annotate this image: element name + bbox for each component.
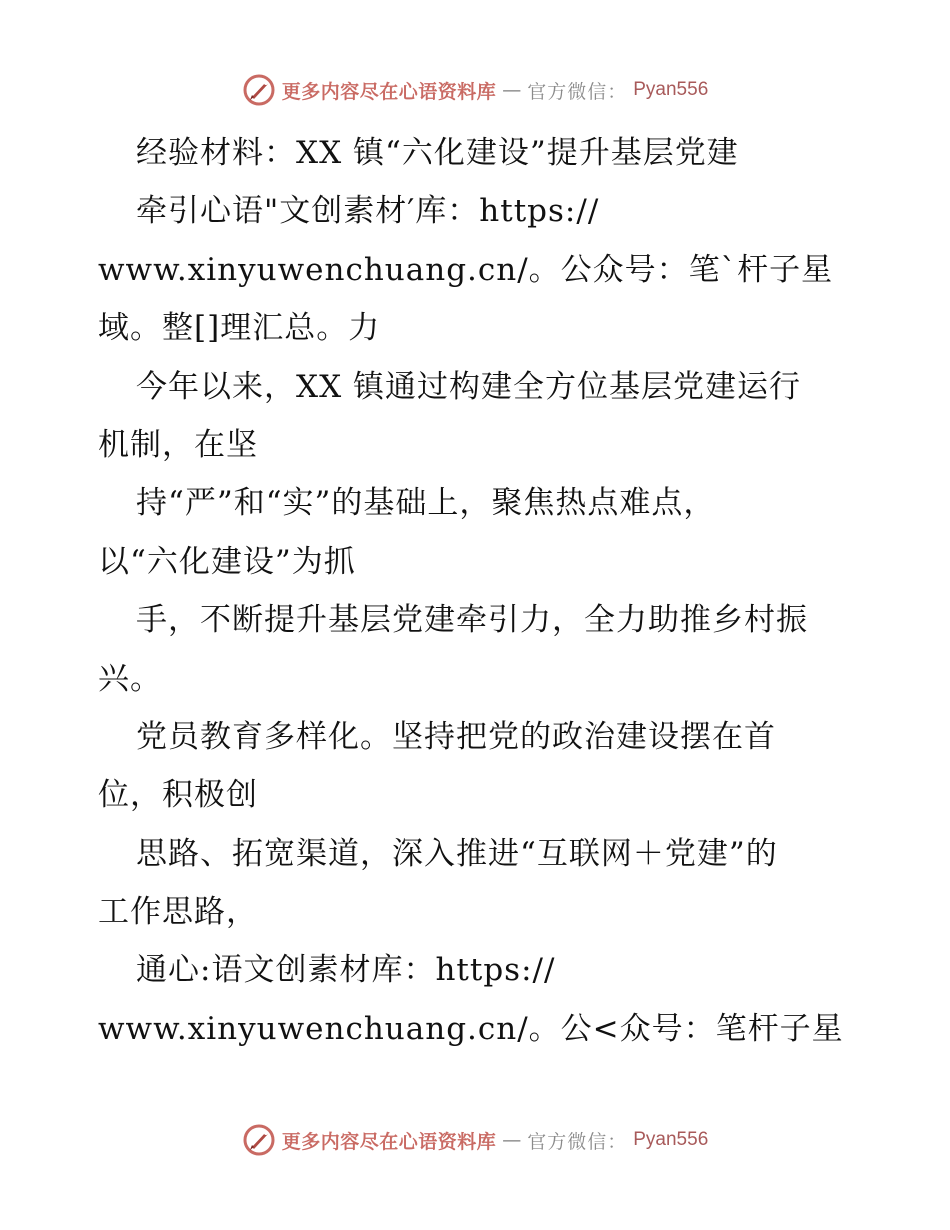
- text-line: 通心:语文创素材库：https://: [136, 952, 556, 989]
- banner-dash: —: [502, 1129, 522, 1151]
- text-line: 工作思路，: [98, 894, 258, 931]
- banner-wechat-id: Pyan556: [633, 1129, 709, 1150]
- text-line: 以“六化建设”为抓: [98, 543, 356, 580]
- text-line: 经验材料：XX 镇“六化建设”提升基层党建: [136, 135, 739, 171]
- text-line: 党员教育多样化。坚持把党的政治建设摆在首: [136, 718, 776, 755]
- banner-dash: —: [502, 79, 522, 101]
- banner-wechat-label: 官方微信：: [527, 1130, 628, 1153]
- banner-wechat-id: Pyan556: [633, 79, 709, 100]
- text-line: 机制，在坚: [98, 426, 258, 463]
- banner-wechat-label: 官方微信：: [527, 80, 628, 103]
- text-line: 位，积极创: [98, 777, 258, 814]
- text-line: 牵引心语"文创素材′库：https://: [136, 193, 600, 230]
- banner-title: 更多内容尽在心语资料库: [281, 1130, 497, 1153]
- text-line: 持“严”和“实”的基础上，聚焦热点难点，: [136, 485, 716, 522]
- text-line: 域。整[]理汇总。力: [98, 310, 381, 347]
- text-line: www.xinyuwenchuang.cn/。公众号：笔`杆子星: [98, 251, 834, 288]
- header-watermark: [0, 70, 950, 110]
- text-line: 手，不断提升基层党建牵引力，全力助推乡村振: [136, 602, 808, 639]
- text-line: 兴。: [98, 660, 162, 697]
- text-line: www.xinyuwenchuang.cn/。公<众号：笔杆子星: [98, 1010, 844, 1047]
- quill-logo-icon: [242, 1123, 276, 1157]
- footer-watermark: [0, 1120, 950, 1160]
- text-line: 思路、拓宽渠道，深入推进“互联网＋党建”的: [136, 835, 778, 872]
- quill-logo-icon: [242, 73, 276, 107]
- banner-title: 更多内容尽在心语资料库: [281, 80, 497, 103]
- document-body: [98, 124, 878, 1058]
- text-line: 今年以来，XX 镇通过构建全方位基层党建运行: [136, 368, 801, 405]
